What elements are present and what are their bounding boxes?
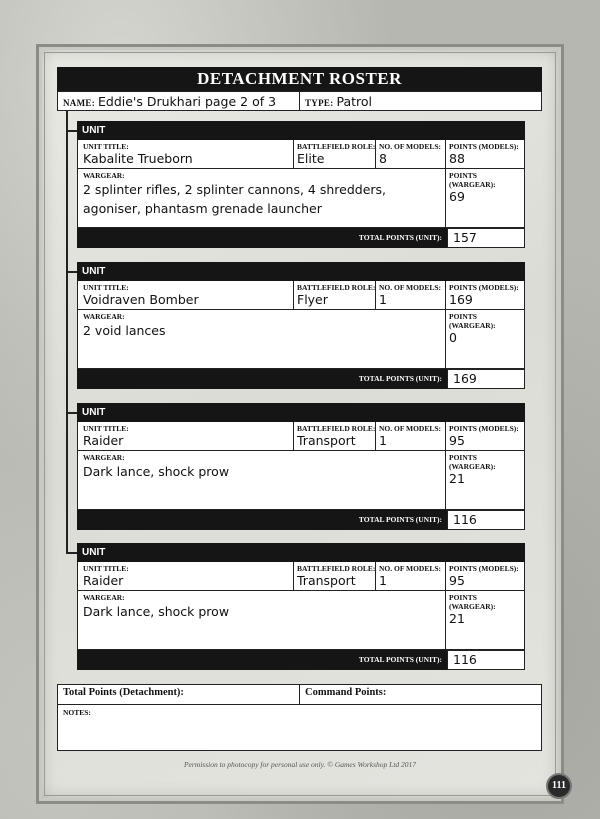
points-wargear-label: POINTS: [449, 593, 477, 602]
wargear-label: WARGEAR:: [83, 312, 125, 321]
models-label: NO. OF MODELS:: [379, 564, 442, 573]
points-wargear-label: POINTS: [449, 171, 477, 180]
unit-body: [77, 562, 525, 650]
points-models-value: 169: [449, 292, 473, 307]
unit-title-field[interactable]: [78, 281, 294, 309]
points-models-label: POINTS (MODELS):: [449, 564, 519, 573]
battlefield-role-value: Transport: [297, 573, 356, 588]
wargear-field[interactable]: [78, 169, 446, 227]
wargear-label: WARGEAR:: [83, 593, 125, 602]
unit-title-label: UNIT TITLE:: [83, 564, 129, 573]
wargear-field[interactable]: [78, 451, 446, 509]
total-points-unit-label: TOTAL POINTS (UNIT):: [358, 233, 442, 242]
battlefield-role-label: BATTLEFIELD ROLE:: [297, 564, 376, 573]
command-points-field[interactable]: [300, 685, 541, 704]
unit-header: UNIT: [77, 543, 525, 562]
total-points-unit-value[interactable]: 116: [447, 650, 525, 670]
unit-title-field[interactable]: [78, 422, 294, 450]
battlefield-role-label: BATTLEFIELD ROLE:: [297, 142, 376, 151]
points-wargear-field[interactable]: [446, 310, 524, 368]
total-points-unit-label: TOTAL POINTS (UNIT):: [358, 515, 442, 524]
points-models-field[interactable]: [446, 140, 524, 168]
battlefield-role-value: Transport: [297, 433, 356, 448]
battlefield-role-value: Elite: [297, 151, 325, 166]
detachment-summary: [57, 684, 542, 751]
points-models-value: 88: [449, 151, 465, 166]
points-wargear-label: (WARGEAR):: [449, 180, 496, 189]
points-wargear-value: 69: [449, 189, 465, 204]
models-label: NO. OF MODELS:: [379, 142, 442, 151]
points-wargear-field[interactable]: [446, 451, 524, 509]
points-wargear-field[interactable]: [446, 591, 524, 649]
battlefield-role-field[interactable]: [294, 281, 376, 309]
wargear-line: agoniser, phantasm grenade launcher: [83, 201, 322, 216]
models-label: NO. OF MODELS:: [379, 424, 442, 433]
unit-title-field[interactable]: [78, 140, 294, 168]
unit-total-row: [77, 369, 525, 389]
models-field[interactable]: [376, 281, 446, 309]
battlefield-role-label: BATTLEFIELD ROLE:: [297, 424, 376, 433]
unit-body: [77, 140, 525, 228]
tree-connector-vertical: [66, 111, 68, 553]
unit-title-field[interactable]: [78, 562, 294, 590]
unit-title-label: UNIT TITLE:: [83, 142, 129, 151]
wargear-label: WARGEAR:: [83, 453, 125, 462]
unit-block: [77, 121, 525, 251]
type-label: TYPE:: [305, 98, 334, 108]
wargear-field[interactable]: [78, 310, 446, 368]
unit-total-row: [77, 650, 525, 670]
points-models-field[interactable]: [446, 281, 524, 309]
wargear-label: WARGEAR:: [83, 171, 125, 180]
points-models-field[interactable]: [446, 422, 524, 450]
points-wargear-label: POINTS: [449, 453, 477, 462]
unit-title-value: Raider: [83, 433, 124, 448]
total-points-unit-value[interactable]: 116: [447, 510, 525, 530]
battlefield-role-field[interactable]: [294, 140, 376, 168]
models-label: NO. OF MODELS:: [379, 283, 442, 292]
unit-title-value: Raider: [83, 573, 124, 588]
battlefield-role-value: Flyer: [297, 292, 328, 307]
points-wargear-label: (WARGEAR):: [449, 462, 496, 471]
type-field[interactable]: [300, 92, 541, 110]
points-models-label: POINTS (MODELS):: [449, 283, 519, 292]
unit-total-row: [77, 228, 525, 248]
unit-body: [77, 281, 525, 369]
wargear-field[interactable]: [78, 591, 446, 649]
points-wargear-label: (WARGEAR):: [449, 602, 496, 611]
wargear-line: Dark lance, shock prow: [83, 604, 230, 619]
name-field[interactable]: [58, 92, 300, 110]
battlefield-role-field[interactable]: [294, 422, 376, 450]
unit-title-label: UNIT TITLE:: [83, 283, 129, 292]
notes-label: NOTES:: [63, 708, 91, 717]
unit-block: [77, 543, 525, 673]
total-points-unit-label: TOTAL POINTS (UNIT):: [358, 655, 442, 664]
total-points-detachment-label: Total Points (Detachment):: [63, 687, 184, 698]
models-value: 1: [379, 292, 387, 307]
total-points-detachment-field[interactable]: [58, 685, 300, 704]
unit-title-label: UNIT TITLE:: [83, 424, 129, 433]
page-number: 111: [546, 773, 572, 799]
battlefield-role-field[interactable]: [294, 562, 376, 590]
battlefield-role-label: BATTLEFIELD ROLE:: [297, 283, 376, 292]
unit-header: UNIT: [77, 403, 525, 422]
points-wargear-label: POINTS: [449, 312, 477, 321]
models-field[interactable]: [376, 562, 446, 590]
points-models-value: 95: [449, 573, 465, 588]
unit-block: [77, 403, 525, 533]
wargear-line: 2 splinter rifles, 2 splinter cannons, 4 shredders,: [83, 182, 387, 197]
points-models-label: POINTS (MODELS):: [449, 142, 519, 151]
total-points-unit-value[interactable]: 157: [447, 228, 525, 248]
unit-title-value: Voidraven Bomber: [83, 292, 199, 307]
unit-total-row: [77, 510, 525, 530]
points-wargear-value: 0: [449, 330, 457, 345]
points-wargear-value: 21: [449, 471, 465, 486]
points-wargear-field[interactable]: [446, 169, 524, 227]
name-value: Eddie's Drukhari page 2 of 3: [98, 94, 277, 109]
points-models-label: POINTS (MODELS):: [449, 424, 519, 433]
unit-header: UNIT: [77, 121, 525, 140]
wargear-line: Dark lance, shock prow: [83, 464, 230, 479]
wargear-line: 2 void lances: [83, 323, 166, 338]
points-models-value: 95: [449, 433, 465, 448]
points-models-field[interactable]: [446, 562, 524, 590]
roster-title: DETACHMENT ROSTER: [57, 67, 542, 91]
total-points-unit-label: TOTAL POINTS (UNIT):: [358, 374, 442, 383]
points-wargear-label: (WARGEAR):: [449, 321, 496, 330]
models-value: 8: [379, 151, 387, 166]
models-field[interactable]: [376, 422, 446, 450]
copyright-notice: Permission to photocopy for personal use only. © Games Workshop Ltd 2017: [183, 760, 417, 769]
total-points-unit-value[interactable]: 169: [447, 369, 525, 389]
models-value: 1: [379, 433, 387, 448]
models-value: 1: [379, 573, 387, 588]
points-wargear-value: 21: [449, 611, 465, 626]
unit-title-value: Kabalite Trueborn: [83, 151, 193, 166]
name-label: NAME:: [63, 98, 95, 108]
unit-body: [77, 422, 525, 510]
unit-block: [77, 262, 525, 392]
type-value: Patrol: [336, 94, 373, 109]
command-points-label: Command Points:: [305, 687, 387, 698]
notes-field[interactable]: [58, 705, 541, 720]
name-type-row: [57, 91, 542, 111]
unit-header: UNIT: [77, 262, 525, 281]
models-field[interactable]: [376, 140, 446, 168]
